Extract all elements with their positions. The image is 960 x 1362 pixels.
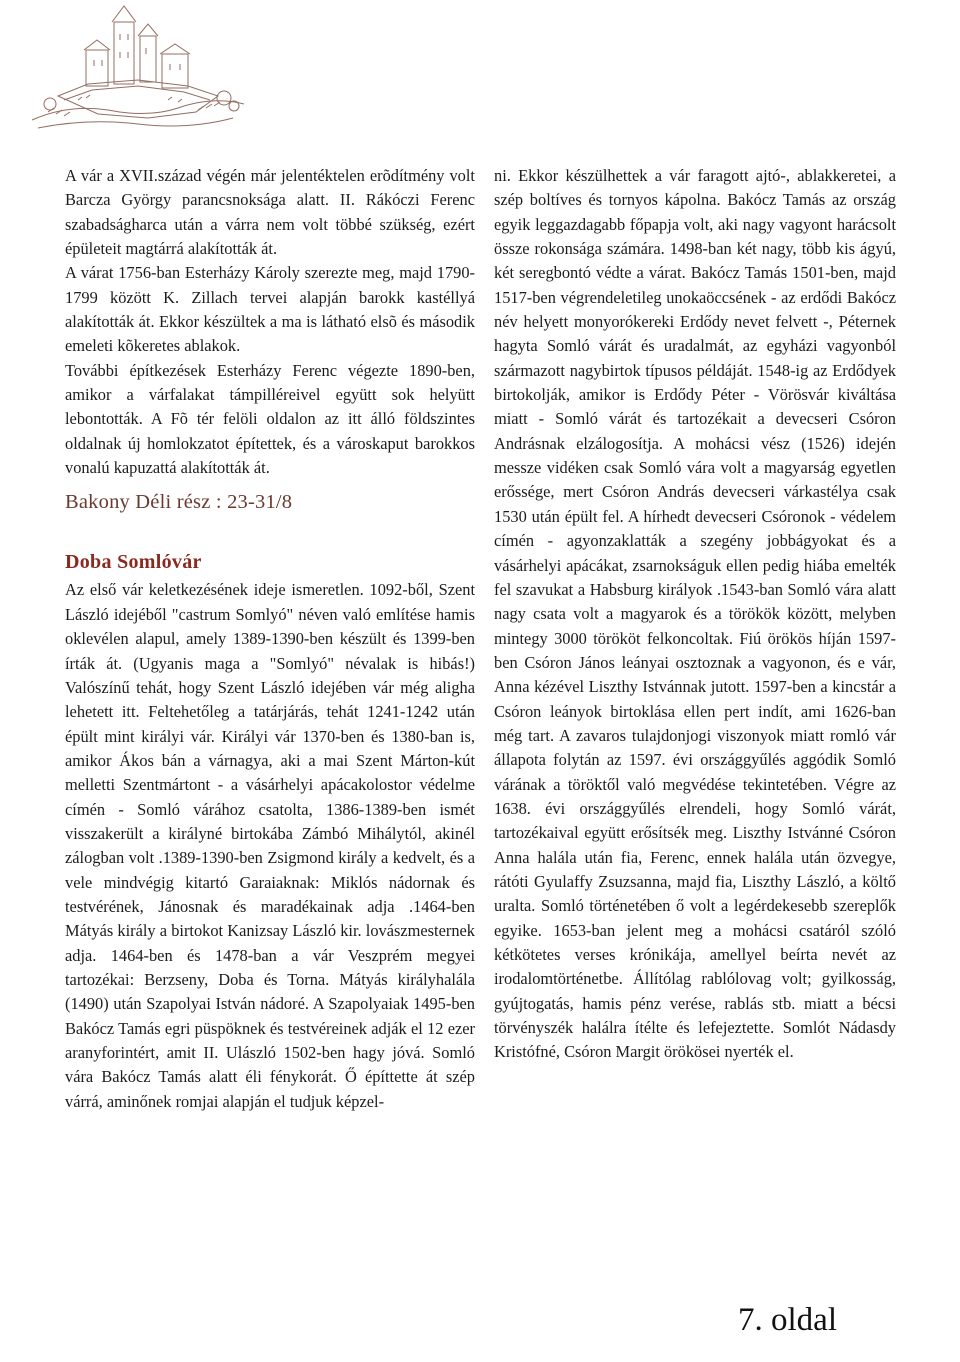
page-number: 7. oldal xyxy=(738,1302,837,1338)
left-column xyxy=(65,164,475,1114)
intro-paragraph: További építkezések Esterházy Ferenc végezte 1890-ben, amikor a várfalakat támpilléreivel együtt sok helyütt lebontották. A Fõ tér felöli oldalon az itt álló földszintes oldalnak új homlokzatot építettek, és a városkaput barokkos vonalú kapuzattá alakították át. xyxy=(65,360,475,478)
article-title: Doba Somlóvár xyxy=(65,551,202,574)
article-body: Az első vár keletkezésének ideje ismeretlen. 1092-ből, Szent László idejéből "castrum Somlyó" néven való említése hamis oklevélen alapul, amely 1389-1390-ben készült és 1399-ben írták át. (Ugyanis maga a "Somlyó" névalak is hibás!) Valószínű tehát, hogy Szent László idejében vár még aligha lehetett itt. Feltehetőleg a tatárjárás, tehát 1241-1242 után épült mint királyi vár. Királyi vár 1370-ben és 1380-ban is, amikor Ákos bán a várnagya, aki a mai Szent Márton-kút melletti Szentmártont - a vásárhelyi apácakolostor védelme címén - Somló várához csatolta, 1386-1389-ben ismét visszakerült a királyné birtokába Zámbó Mihálytól, akinél zálogban volt .1389-1390-ben Zsigmond király a kedvelt, és a vele mindvégig kitartó Garaiaknak: Miklós nádornak és testvérének, Jánosnak és maradékainak adja .1464-ben Mátyás király a birtokot Kanizsay László kir. lovászmesternek adja. 1464-ben és 1478-ban a vár Veszprém megyei tartozékai: Berzseny, Doba és Torna. Mátyás királyhalála (1490) után Szapolyai István nádoré. A Szapolyaiak 1495-ben Bakócz Tamás egri püspöknek és testvéreinek adják el 12 ezer aranyforintért, amit II. Ulászló 1502-ben hagy jóvá. Somló vára Bakócz Tamás alatt éli fénykorát. Ő építtette át szép várrá, aminőnek romjai alapján el tudjuk képzel- xyxy=(65,580,475,1111)
intro-paragraph: A vár a XVII.század végén már jelentéktelen erõdítmény volt Barcza György parancsnoksága alatt. II. Rákóczi Ferenc szabadságharca után a várra nem volt többé szükség, ezért épületeit magtárrá alakították át. xyxy=(65,166,475,259)
castle-sketch-icon xyxy=(28,0,248,150)
section-title: Bakony Déli rész : 23-31/8 xyxy=(65,491,293,514)
right-column xyxy=(494,164,896,1065)
article-body-continued: ni. Ekkor készülhettek a vár faragott ajtó-, ablakkeretei, a szép boltíves és tornyos kápolna. Bakócz Tamás az ország egyik leggazdagabb főpapja volt, aki nagy vagyont harácsolt össze rokonsága számára. 1498-ban két nagy, több kis ágyú, két seregbontó védte a várat. Bakócz Tamás 1501-ben, majd 1517-ben végrendeletileg unokaöccsének - az erdődi Bakócz név helyett monyorókereki Erdődy nevet felvett -, Péternek hagyta Somló várát és uradalmát, az egyházi vagyonból származott nagybirtok típusos példáját. 1548-ig az Erdődyek birtokolják, amikor is Erdődy Péter - Vörösvár kiváltása miatt - Somló várát és tartozékait a devecseri Csóron Andrásnak elzálogosítja. A mohácsi vész (1526) idején messze vidéken csak Somló vára volt a magyarság egyetlen erőssége, mert Csóron András devecseri várkastélya csak 1530 után épült fel. A hírhedt devecseri Csóronok - védelem címén - agyonzaklatták a szegény jobbágyokat és a vásárhelyi apácákat, zsarnokságuk ellen pedig hiába emelték fel szavukat a Habsburg királyok .1543-ban Somló vára alatt nagy csata volt a magyarok és a törökök között, melyben mintegy 3000 törököt felkoncoltak. Fiú örökös híján 1597-ben Csóron János leányai osztoznak a vagyonon, és e vár, Anna kézével Liszthy Istvánnak jutott. 1597-ben a kincstár a Csóron leányok birtoklása ellen pert indít, ami 1626-ban még tart. A zavaros tulajdonjogi viszonyok miatt romló vár állapota folytán az 1597. évi országgyűlés aggódik Somló várának a töröktől való megvédése tekintetében. Végre az 1638. évi országgyűlés elrendeli, hogy Somló várát, tartozékaival együtt erősítsék meg. Liszthy Istvánné Csóron Anna halála után fia, Ferenc, ennek halála után özvegye, rátóti Gyulaffy Zsuzsanna, majd fia, Liszthy László, a költő uralta. Somló történetében ő volt a legérdekesebb szereplők egyike. 1653-ban jelent meg a mohácsi csatáról szóló kétkötetes verses krónikája, amellyel beírta nevét az irodalomtörténetbe. Állítólag rablólovag volt; gyilkosság, gyújtogatás, hamis pénz verése, rablás stb. miatt a bécsi törvényszék halálra ítélte és lefejeztette. Somlót Nádasdy Kristófné, Csóron Margit örökösei nyerték el. xyxy=(494,166,896,1062)
intro-paragraph: A várat 1756-ban Esterházy Károly szerezte meg, majd 1790-1799 között K. Zillach tervei alapján barokk kastéllyá alakították át. Ekkor készültek a ma is látható elsõ és második emeleti kõkeretes ablakok. xyxy=(65,263,475,356)
